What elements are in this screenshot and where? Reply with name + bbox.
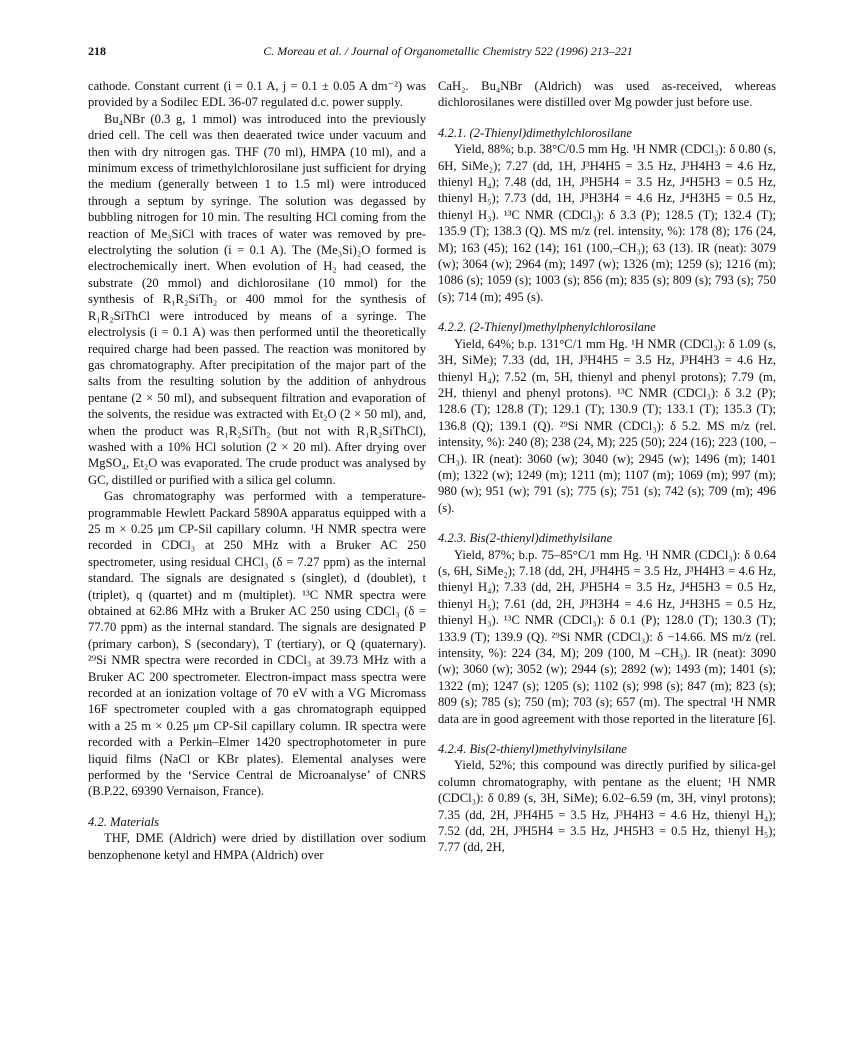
paragraph-materials-continued: CaH₂. Bu₄NBr (Aldrich) was used as-received, whereas dichlorosilanes were distilled over Mg powder just before use.: [438, 79, 776, 110]
paragraph-materials: THF, DME (Aldrich) were dried by distillation over sodium benzophenone ketyl and HMPA (Aldrich) over: [88, 831, 426, 862]
section-heading-thienyldimethylchlorosilane: 4.2.1. (2-Thienyl)dimethylchlorosilane: [438, 125, 632, 140]
paragraph-electrolysis-procedure: Bu₄NBr (0.3 g, 1 mmol) was introduced into the previously dried cell. The cell was then deaerated twice under vacuum and then with dry nitrogen gas. THF (70 ml), HMPA (10 ml), and a minimum excess of trimethylchlorosilane just sufficient for drying the medium (generally between 1 to 1.5 ml) were introduced through a septum by syringe. The solution was degassed by bubbling nitrogen for 10 min. The resulting HCl coming from the reaction of Me₃SiCl with traces of water was removed by pre-electrolyting the solution (i = 0.1 A). The (Me₃Si)₂O formed is electrochemically inert. When evolution of H₂ had ceased, the substrate (20 mmol) and dichlorosilane (10 mmol) for the synthesis of R₁R₂SiTh₂ or 400 mmol for the synthesis of R₁R₂SiThCl were introduced by means of a syringe. The electrolysis (i = 0.1 A) was then performed until the theoretically required charge had been passed. The reaction was monitored by gas chromatography. After precipitation of the major part of the salts from the resulting solution by the addition of anhydrous pentane (2 × 50 ml), and subsequent filtration and evaporation of the solvents, the residue was extracted with Et₂O (2 × 50 ml), and, when the product was R₁R₂SiTh₂ (but not with R₁R₂SiThCl), washed with a 10% HCl solution (2 × 20 ml). After drying over MgSO₄, Et₂O was evaporated. The crude product was analysed by GC, distilled or purified with a silica gel column.: [88, 111, 426, 487]
section-heading-thienylmethylphenylchlorosilane: 4.2.2. (2-Thienyl)methylphenylchlorosilane: [438, 320, 656, 335]
section-heading-bisthienyldimethylsilane: 4.2.3. Bis(2-thienyl)dimethylsilane: [438, 531, 613, 546]
section-heading-materials: 4.2. Materials: [88, 814, 160, 829]
running-header: [88, 44, 768, 59]
section-text-bisthienyldimethylsilane: Yield, 87%; b.p. 75–85°C/1 mm Hg. ¹H NMR (CDCl₃): δ 0.64 (s, 6H, SiMe₂); 7.18 (dd, 2H, J³H4H5 = 3.5 Hz, J³H4H3 = 4.6 Hz, thienyl H₄); 7.33 (dd, 2H, J³H5H4 = 3.5 Hz, J⁴H5H3 = 0.5 Hz, thienyl H₅); 7.61 (dd, 2H, J³H3H4 = 4.6 Hz, J⁴H3H5 = 0.5 Hz, thienyl H₃). ¹³C NMR (CDCl₃): δ 0.1 (P); 128.0 (T); 130.3 (T); 133.9 (T); 139.9 (Q). ²⁹Si NMR (CDCl₃): δ −14.66. MS m/z (rel. intensity, %): 224 (34, M); 209 (100, M –CH₃). IR (neat): 3090 (w); 3060 (w); 3052 (w); 2944 (s); 2892 (w); 1493 (m); 1401 (s); 1322 (m); 1247 (s); 1205 (s); 1102 (s); 998 (s); 847 (m); 823 (s); 809 (s); 785 (s); 750 (m); 703 (s); 657 (m). The spectral ¹H NMR data are in good agreement with those reported in the literature [6].: [438, 547, 776, 726]
section-text-thienyldimethylchlorosilane: Yield, 88%; b.p. 38°C/0.5 mm Hg. ¹H NMR (CDCl₃): δ 0.80 (s, 6H, SiMe₂); 7.27 (dd, 1H, J³H4H5 = 3.5 Hz, J³H4H3 = 4.6 Hz, thienyl H₄); 7.48 (dd, 1H, J³H5H4 = 3.5 Hz, J⁴H5H3 = 0.5 Hz, thienyl H₅); 7.73 (dd, 1H, J³H3H4 = 4.6 Hz, J⁴H3H5 = 0.5 Hz, thienyl H₃). ¹³C NMR (CDCl₃): δ 3.3 (P); 128.5 (T); 132.4 (T); 135.9 (T); 138.3 (Q). MS m/z (rel. intensity, %): 178 (8); 176 (24, M); 163 (45); 162 (14); 161 (100,–CH₃); 63 (13). IR (neat): 3079 (w); 3064 (w); 2964 (m); 1497 (w); 1326 (m); 1259 (s); 1216 (m); 1086 (s); 1059 (s); 1003 (s); 856 (m); 835 (s); 809 (s); 793 (s); 750 (s); 714 (m); 495 (s).: [438, 142, 776, 304]
section-heading-bisthienylmethylvinylsilane: 4.2.4. Bis(2-thienyl)methylvinylsilane: [438, 742, 627, 757]
section-text-thienylmethylphenylchlorosilane: Yield, 64%; b.p. 131°C/1 mm Hg. ¹H NMR (CDCl₃): δ 1.09 (s, 3H, SiMe); 7.33 (dd, 1H, J³H4H5 = 3.5 Hz, J³H4H3 = 4.6 Hz, thienyl H₄); 7.52 (m, 5H, thienyl and phenyl protons); 7.79 (m, 2H, thienyl and phenyl protons). ¹³C NMR (CDCl₃): δ 3.2 (P); 128.6 (T); 128.8 (T); 129.1 (T); 130.9 (T); 133.1 (T); 135.3 (T); 136.8 (Q); 139.1 (Q). ²⁹Si NMR (CDCl₃): δ 5.2. MS m/z (rel. intensity, %): 240 (8); 238 (24, M); 225 (50); 224 (16); 223 (100, –CH₃). IR (neat): 3060 (w); 3040 (w); 2945 (w); 1496 (m); 1401 (m); 1322 (w); 1249 (m); 1211 (m); 1107 (m); 1069 (m); 997 (m); 980 (w); 951 (w); 791 (s); 775 (s); 751 (s); 742 (s); 709 (m); 496 (s).: [438, 336, 776, 515]
paragraph-cathode: cathode. Constant current (i = 0.1 A, j = 0.1 ± 0.05 A dm⁻²) was provided by a Sodilec EDL 36-07 regulated d.c. power supply.: [88, 79, 426, 110]
paragraph-instrumentation: Gas chromatography was performed with a temperature-programmable Hewlett Packard 5890A apparatus equipped with a 25 m × 0.25 μm CP-Sil capillary column. ¹H NMR spectra were recorded in CDCl₃ at 250 MHz with a Bruker AC 250 spectrometer, using residual CHCl₃ (δ = 7.27 ppm) as the internal standard. The signals are designated s (singlet), d (doublet), t (triplet), q (quartet) and m (multiplet). ¹³C NMR spectra were obtained at 62.86 MHz with a Bruker AC 250 using CDCl₃ (δ = 77.70 ppm) as the internal standard. The signals are designated P (primary carbon), S (secondary), T (tertiary), or Q (quaternary). ²⁹Si NMR spectra were recorded in CDCl₃ at 39.73 MHz with a Bruker AC 200 spectrometer. Electron-impact mass spectra were recorded at an ionization voltage of 70 eV with a VG Micromass 16F spectrometer coupled with a gas chromatograph equipped with a 25 m × 0.25 μm CP-Sil capillary column. IR spectra were recorded with a Perkin–Elmer 1420 spectrophotometer in pure liquid films (NaCl or KBr plates). Elemental analyses were performed by the ‘Service Central de Microanalyse’ of CNRS (B.P.22, 69390 Vernaison, France).: [88, 489, 426, 799]
left-column: [88, 78, 426, 863]
right-column: [438, 78, 776, 856]
page-number: 218: [88, 44, 106, 58]
section-text-bisthienylmethylvinylsilane: Yield, 52%; this compound was directly purified by silica-gel column chromatography, with pentane as the eluent; ¹H NMR (CDCl₃): δ 0.89 (s, 3H, SiMe); 6.02–6.59 (m, 3H, vinyl protons); 7.35 (dd, 2H, J³H4H5 = 3.5 Hz, J³H4H3 = 4.6 Hz, thienyl H₄); 7.52 (dd, 2H, J³H5H4 = 3.5 Hz, J⁴H5H3 = 0.5 Hz, thienyl H₅); 7.77 (dd, 2H,: [438, 758, 776, 855]
running-title: C. Moreau et al. / Journal of Organometallic Chemistry 522 (1996) 213–221: [263, 44, 633, 58]
